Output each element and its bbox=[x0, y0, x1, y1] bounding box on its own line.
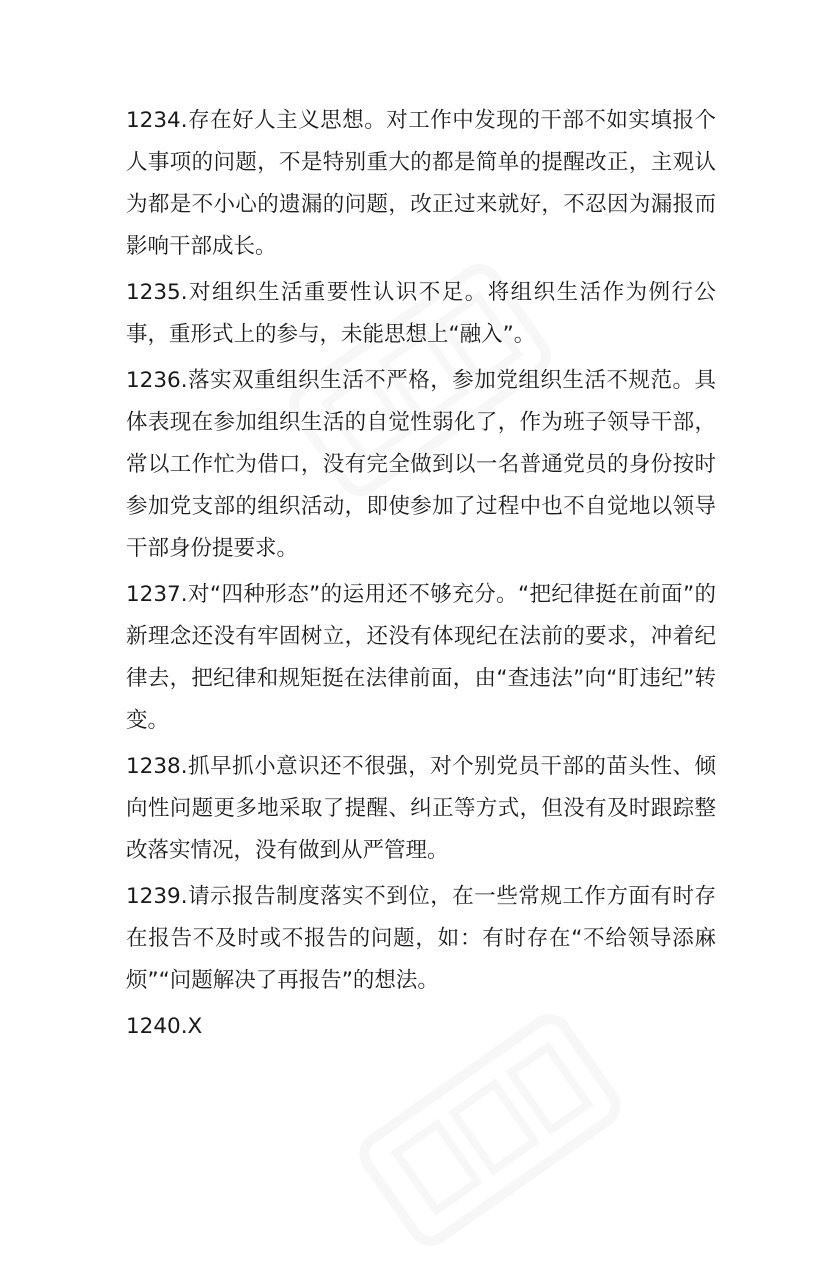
paragraph-1238: 1238.抓早抓小意识还不很强，对个别党员干部的苗头性、倾向性问题更多地采取了提醒、纠正等方式，但没有及时跟踪整改落实情况，没有做到从严管理。 bbox=[126, 754, 716, 863]
paragraph-1235: 1235.对组织生活重要性认识不足。将组织生活作为例行公事，重形式上的参与，未能思想上“融入”。 bbox=[126, 280, 716, 347]
paragraph-1239: 1239.请示报告制度落实不到位，在一些常规工作方面有时存在报告不及时或不报告的问题，如：有时存在“不给领导添麻烦”“问题解决了再报告”的想法。 bbox=[126, 884, 716, 993]
paragraph-1240: 1240.X bbox=[126, 1014, 203, 1039]
paragraph-1234: 1234.存在好人主义思想。对工作中发现的干部不如实填报个人事项的问题，不是特别重大的都是简单的提醒改正，主观认为都是不小心的遗漏的问题，改正过来就好，不忍因为漏报而影响干部成长。 bbox=[126, 108, 716, 259]
paragraph-1236: 1236.落实双重组织生活不严格，参加党组织生活不规范。具体表现在参加组织生活的自觉性弱化了，作为班子领导干部，常以工作忙为借口，没有完全做到以一名普通党员的身份按时参加党支部的组织活动，即使参加了过程中也不自觉地以领导干部身份提要求。 bbox=[126, 368, 716, 561]
document-body bbox=[126, 100, 716, 1052]
paragraph-1237: 1237.对“四种形态”的运用还不够充分。“把纪律挺在前面”的新理念还没有牢固树立，还没有体现纪在法前的要求，冲着纪律去，把纪律和规矩挺在法律前面，由“查违法”向“盯违纪”转变。 bbox=[126, 582, 716, 733]
